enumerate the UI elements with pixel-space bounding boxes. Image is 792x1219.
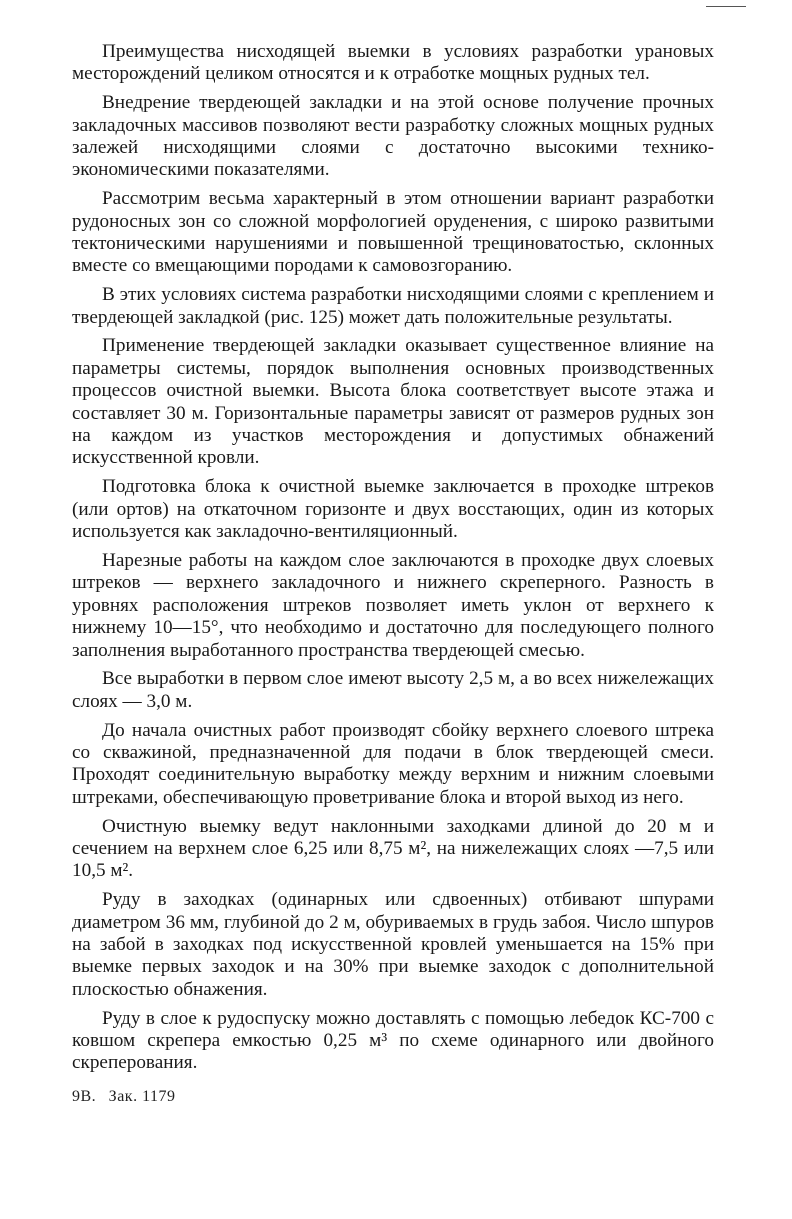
paragraph-5: Применение твердеющей закладки оказывает существенное влияние на параметры системы, порядок выполнения основных производственных процессов очистной выемки. Высота блока соответствует высоте этажа и составляет 30 м. Горизонтальные параметры зависят от размеров рудных зон на каждом из участков месторождения и допустимых обнажений искусственной кровли. (72, 335, 714, 469)
paragraph-2: Внедрение твердеющей закладки и на этой основе получение прочных закладочных массивов позволяют вести разработку сложных мощных рудных залежей нисходящими слоями с достаточно высокими технико-экономическими показателями. (72, 92, 714, 181)
paragraph-3: Рассмотрим весьма характерный в этом отношении вариант разработки рудоносных зон со сложной морфологией оруденения, с широко развитыми тектоническими нарушениями и повышенной трещиноватостью, склонных вместе со вмещающими породами к самовозгоранию. (72, 188, 714, 277)
order-number: Зак. 1179 (108, 1088, 176, 1105)
printer-signature (72, 1087, 175, 1107)
paragraph-1: Преимущества нисходящей выемки в условиях разработки урановых месторождений целиком относятся и к отработке мощных рудных тел. (72, 41, 714, 85)
paragraph-8: Все выработки в первом слое имеют высоту 2,5 м, а во всех нижележащих слоях — 3,0 м. (72, 668, 714, 712)
paragraph-6: Подготовка блока к очистной выемке заключается в проходке штреков (или ортов) на откаточном горизонте и двух восстающих, один из которых используется как закладочно-вентиляционный. (72, 476, 714, 543)
paragraph-12: Руду в слое к рудоспуску можно доставлять с помощью лебедок КС-700 с ковшом скрепера емкостью 0,25 м³ по схеме одинарного или двойного скреперования. (72, 1007, 714, 1074)
paragraph-9: До начала очистных работ производят сбойку верхнего слоевого штрека со скважиной, предназначенной для подачи в блок твердеющей смеси. Проходят соединительную выработку между верхним и нижним слоевыми штреками, обеспечивающую проветривание блока и второй выход из него. (72, 719, 714, 808)
signature-mark: 9В. (72, 1088, 97, 1105)
paragraph-7: Нарезные работы на каждом слое заключаются в проходке двух слоевых штреков — верхнего закладочного и нижнего скреперного. Разность в уровнях расположения штреков позволяет иметь уклон от верхнего к нижнему 10—15°, что необходимо и достаточно для последующего полного заполнения выработанного пространства твердеющей смесью. (72, 549, 714, 661)
corner-rule (706, 6, 746, 7)
paragraph-10: Очистную выемку ведут наклонными заходками длиной до 20 м и сечением на верхнем слое 6,25 или 8,75 м², на нижележащих слоях —7,5 или 10,5 м². (72, 815, 714, 882)
paragraph-11: Руду в заходках (одинарных или сдвоенных) отбивают шпурами диаметром 36 мм, глубиной до 2 м, обуриваемых в грудь забоя. Число шпуров на забой в заходках под искусственной кровлей уменьшается на 15% при выемке первых заходок и на 30% при выемке заходок с дополнительной плоскостью обнажения. (72, 889, 714, 1000)
paragraph-4: В этих условиях система разработки нисходящими слоями с креплением и твердеющей закладкой (рис. 125) может дать положительные результаты. (72, 284, 714, 328)
page-body (72, 41, 714, 1075)
